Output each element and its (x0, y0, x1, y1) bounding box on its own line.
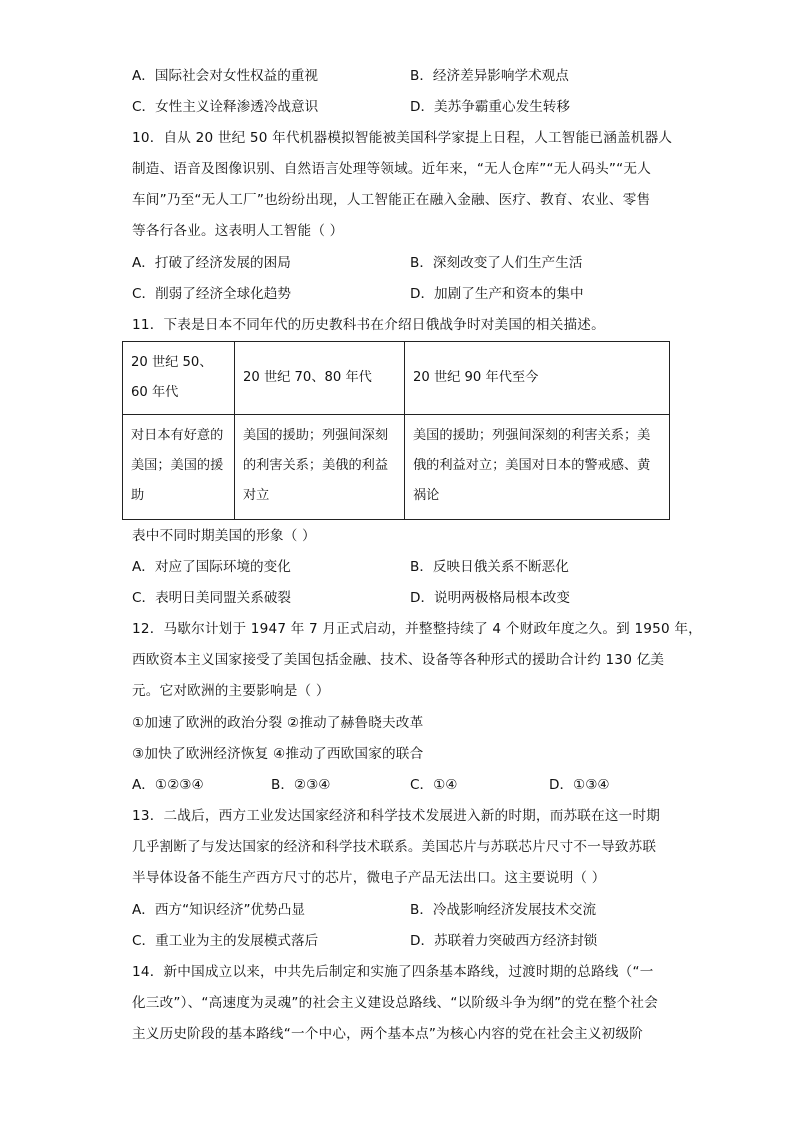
q14-stem-line-1: 14．新中国成立以来，中共先后制定和实施了四条基本路线，过渡时期的总路线（“一 (132, 964, 654, 980)
q9-option-b[interactable]: B．经济差异影响学术观点 (410, 68, 569, 84)
q11-cell-1970s: 美国的援助；列强间深刻的利害关系；美俄的利益对立 (235, 415, 405, 520)
q11-cell-1990s: 美国的援助；列强间深刻的利害关系；美俄的利益对立；美国对日本的警戒感、黄祸论 (405, 415, 670, 520)
q11-question: 表中不同时期美国的形象（ ） (132, 528, 316, 544)
q12-option-a[interactable]: A．①②③④ (132, 777, 204, 793)
q11-cell-1950s: 对日本有好意的美国；美国的援助 (123, 415, 235, 520)
q11-table-header-row (123, 342, 670, 415)
q13-stem-line-2: 几乎割断了与发达国家的经济和科学技术联系。美国芯片与苏联芯片尺寸不一导致苏联 (132, 839, 657, 855)
q11-option-b[interactable]: B．反映日俄关系不断恶化 (410, 559, 569, 575)
q13-option-c[interactable]: C．重工业为主的发展模式落后 (132, 933, 319, 949)
q9-option-c[interactable]: C．女性主义诠释渗透冷战意识 (132, 99, 319, 115)
q11-option-c[interactable]: C．表明日美同盟关系破裂 (132, 590, 292, 606)
q11-option-d[interactable]: D．说明两极格局根本改变 (410, 590, 570, 606)
q12-option-d[interactable]: D．①③④ (549, 777, 610, 793)
q10-option-d[interactable]: D．加剧了生产和资本的集中 (410, 286, 584, 302)
q11-header-1990s: 20 世纪 90 年代至今 (405, 342, 670, 415)
q12-stem-line-3: 元。它对欧洲的主要影响是（ ） (132, 683, 330, 699)
q12-option-c[interactable]: C．①④ (410, 777, 458, 793)
q13-option-a[interactable]: A．西方“知识经济”优势凸显 (132, 902, 305, 918)
q14-stem-line-3: 主义历史阶段的基本路线“一个中心，两个基本点”为核心内容的党在社会主义初级阶 (132, 1026, 644, 1042)
q10-stem-line-3: 车间”乃至“无人工厂”也纷纷出现，人工智能正在融入金融、医疗、教育、农业、零售 (132, 192, 651, 208)
q11-table-content-row (123, 415, 670, 520)
q13-option-d[interactable]: D．苏联着力突破西方经济封锁 (410, 933, 598, 949)
q12-option-b[interactable]: B．②③④ (271, 777, 331, 793)
q11-header-1950s: 20 世纪 50、60 年代 (123, 342, 235, 415)
q10-option-b[interactable]: B．深刻改变了人们生产生活 (410, 255, 583, 271)
q10-stem-line-2: 制造、语音及图像识别、自然语言处理等领域。近年来，“无人仓库”“无人码头”“无人 (132, 161, 651, 177)
q13-stem-line-3: 半导体设备不能生产西方尺寸的芯片，微电子产品无法出口。这主要说明（ ） (132, 870, 606, 886)
q11-stem: 11．下表是日本不同年代的历史教科书在介绍日俄战争时对美国的相关描述。 (132, 317, 605, 333)
q11-option-a[interactable]: A．对应了国际环境的变化 (132, 559, 291, 575)
q12-stem-line-2: 西欧资本主义国家接受了美国包括金融、技术、设备等各种形式的援助合计约 130 亿美 (132, 652, 665, 668)
q13-option-b[interactable]: B．冷战影响经济发展技术交流 (410, 902, 597, 918)
q10-stem-line-4: 等各行各业。这表明人工智能（ ） (132, 223, 344, 239)
q12-item-line-1: ①加速了欧洲的政治分裂 ②推动了赫鲁晓夫改革 (132, 715, 424, 731)
q12-item-line-2: ③加快了欧洲经济恢复 ④推动了西欧国家的联合 (132, 746, 424, 762)
q10-option-c[interactable]: C．削弱了经济全球化趋势 (132, 286, 292, 302)
q11-table (122, 341, 670, 520)
q13-stem-line-1: 13．二战后，西方工业发达国家经济和科学技术发展进入新的时期，而苏联在这一时期 (132, 808, 661, 824)
q11-header-1970s: 20 世纪 70、80 年代 (235, 342, 405, 415)
q9-option-d[interactable]: D．美苏争霸重心发生转移 (410, 99, 570, 115)
q10-option-a[interactable]: A．打破了经济发展的困局 (132, 255, 291, 271)
q9-option-a[interactable]: A．国际社会对女性权益的重视 (132, 68, 319, 84)
q10-stem-line-1: 10．自从 20 世纪 50 年代机器模拟智能被美国科学家提上日程，人工智能已涵盖机器人 (132, 130, 673, 146)
q12-stem-line-1: 12．马歇尔计划于 1947 年 7 月正式启动，并整整持续了 4 个财政年度之久。到 1950 年， (132, 621, 702, 637)
q14-stem-line-2: 化三改”）、“高速度为灵魂”的社会主义建设总路线、“以阶级斗争为纲”的党在整个社会 (132, 995, 658, 1011)
